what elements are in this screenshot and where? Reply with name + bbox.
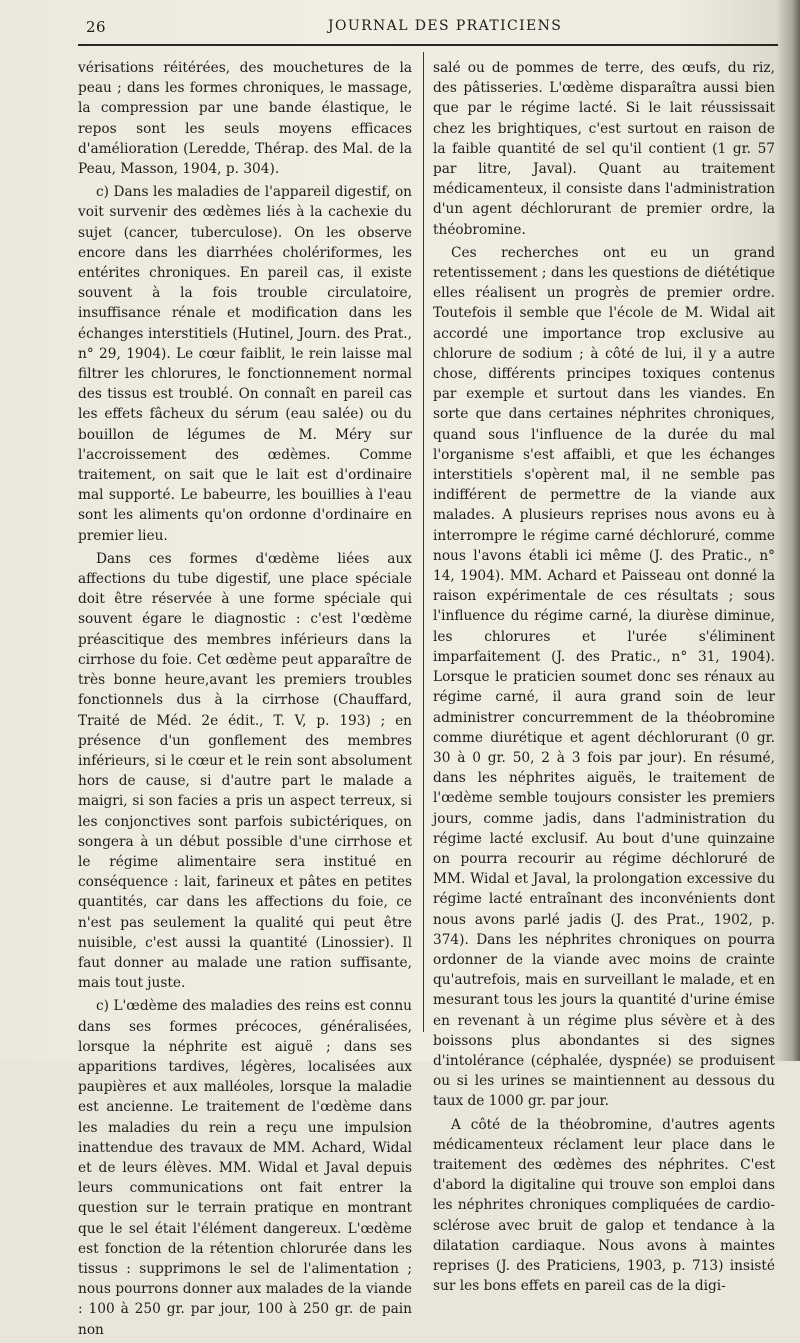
header-rule: [78, 44, 778, 46]
page-edge-shadow: [776, 0, 800, 1061]
paragraph: c) Dans les maladies de l'appareil digestif, on voit survenir des œdèmes liés à la cachexie du sujet (cancer, tuberculose). On les observe encore dans les diarrhées cholériformes, les entérites chroniques. En pareil cas, il existe souvent à la fois trouble circulatoire, insuffisance rénale et modification dans les échanges interstitiels (Hutinel, Journ. des Prat., n° 29, 1904). Le cœur faiblit, le rein laisse mal filtrer les chlorures, le fonctionnement normal des tissus est troublé. On connaît en pareil cas les effets fâcheux du sérum (eau salée) ou du bouillon de légumes de M. Méry sur l'accroissement des œdèmes. Comme traitement, on sait que le lait est d'ordinaire mal supporté. Le babeurre, les bouillies à l'eau sont les aliments qu'on ordonne d'ordinaire en premier lieu.: [78, 184, 412, 544]
page-header: [78, 14, 778, 40]
running-title: JOURNAL DES PRATICIENS: [328, 18, 563, 34]
paragraph: c) L'œdème des maladies des reins est connu dans ses formes précoces, généralisées, lorsque la néphrite est aiguë ; dans ses apparitions tardives, légères, localisées aux paupières et aux malléoles, lorsque la maladie est ancienne. Le traitement de l'œdème dans les maladies du rein a reçu une impulsion inattendue des travaux de MM. Achard, Widal et de leurs élèves. MM. Widal et Javal depuis leurs communications ont fait entrer la question sur le terrain pratique en montrant que le sel était l'élément dangereux. L'œdème est fonction de la rétention chlorurée dans les tissus : supprimons le sel de l'alimentation ; nous pourrons donner aux malades de la viande : 100 à 250 gr. par jour, 100 à 250 gr. de pain non: [78, 998, 412, 1338]
paragraph: A côté de la théobromine, d'autres agents médicamenteux réclament leur place dans le traitement des œdèmes des néphrites. C'est d'abord la digitaline qui trouve son emploi dans les néphrites chroniques compliquées de cardio-sclérose avec bruit de galop et tendance à la dilatation cardiaque. Nous avons à maintes reprises (J. des Praticiens, 1903, p. 713) insisté sur les bons effets en pareil cas de la digi-: [433, 1116, 775, 1295]
paragraph: vérisations réitérées, des mouchetures de la peau ; dans les formes chroniques, le massage, la compression par une bande élastique, le repos sont les seuls moyens efficaces d'amélioration (Leredde, Thérap. des Mal. de la Peau, Masson, 1904, p. 304).: [78, 60, 412, 178]
paragraph: salé ou de pommes de terre, des œufs, du riz, des pâtisseries. L'œdème disparaîtra aussi bien que par le régime lacté. Si le lait réussissait chez les brightiques, c'est surtout en raison de la faible quantité de sel qu'il contient (1 gr. 57 par litre, Javal). Quant au traitement médicamenteux, il consiste dans l'administration d'un agent déchlorurant de premier ordre, la théobromine.: [433, 60, 775, 238]
paragraph: Dans ces formes d'œdème liées aux affections du tube digestif, une place spéciale doit être réservée à une forme spéciale qui souvent égare le diagnostic : c'est l'œdème préascitique des membres inférieurs dans la cirrhose du foie. Cet œdème peut apparaître de très bonne heure,avant les premiers troubles fonctionnels dus à la cirrhose (Chauffard, Traité de Méd. 2e édit., T. V, p. 193) ; en présence d'un gonflement des membres inférieurs, si le cœur et le rein sont absolument hors de cause, si d'autre part le malade a maigri, si son facies a pris un aspect terreux, si les conjonctives sont parfois subictériques, on songera à un début possible d'une cirrhose et le régime alimentaire sera institué en conséquence : lait, farineux et pâtes en petites quantités, car dans les affections du foie, ce n'est pas seulement la qualité qui peut être nuisible, c'est aussi la quantité (Linossier). Il faut donner au malade une ration suffisante, mais tout juste.: [78, 550, 412, 992]
paragraph: Ces recherches ont eu un grand retentissement ; dans les questions de diététique elles réalisent un progrès de premier ordre. Toutefois il semble que l'école de M. Widal ait accordé une importance trop exclusive au chlorure de sodium ; à côté de lui, il y a autre chose, différents principes toxiques contenus par exemple et surtout dans les viandes. En sorte que dans certaines néphrites chroniques, quand sous l'influence de la durée du mal l'organisme s'est affaibli, et que les échanges interstitiels s'opèrent mal, il ne semble pas indifférent de permettre de la viande aux malades. A plusieurs reprises nous avons eu à interrompre le régime carné déchloruré, comme nous l'avons établi ici même (J. des Pratic., n° 14, 1904). MM. Achard et Paisseau ont donné la raison expérimentale de ces résultats ; sous l'influence du régime carné, la diurèse diminue, les chlorures et l'urée s'éliminent imparfaitement (J. des Pratic., n° 31, 1904). Lorsque le praticien soumet donc ses rénaux au régime carné, il aura grand soin de leur administrer concurremment de la théobromine comme diurétique et agent déchlorurant (0 gr. 30 à 0 gr. 50, 2 à 3 fois par jour). En résumé, dans les néphrites aiguës, le traitement de l'œdème semble toujours consister les premiers jours, comme jadis, dans l'administration du régime lacté exclusif. Au bout d'une quinzaine on pourra recourir au régime déchloruré de MM. Widal et Javal, la prolongation excessive du régime lacté entraînant des inconvénients dont nous avons parlé jadis (J. des Prat., 1902, p. 374). Dans les néphrites chroniques on pourra ordonner de la viande avec moins de crainte qu'autrefois, mais en surveillant le malade, et en mesurant tous les jours la quantité d'urine émise en revenant à un régime plus sévère et à des boissons plus abondantes si des signes d'intolérance (céphalée, dyspnée) se produisent ou si les urines se maintiennent au dessous du taux de 1000 gr. par jour.: [433, 244, 775, 1110]
left-column: [78, 58, 412, 1343]
column-divider: [423, 52, 424, 1032]
page-number: 26: [86, 18, 107, 36]
right-column: [433, 58, 775, 1299]
